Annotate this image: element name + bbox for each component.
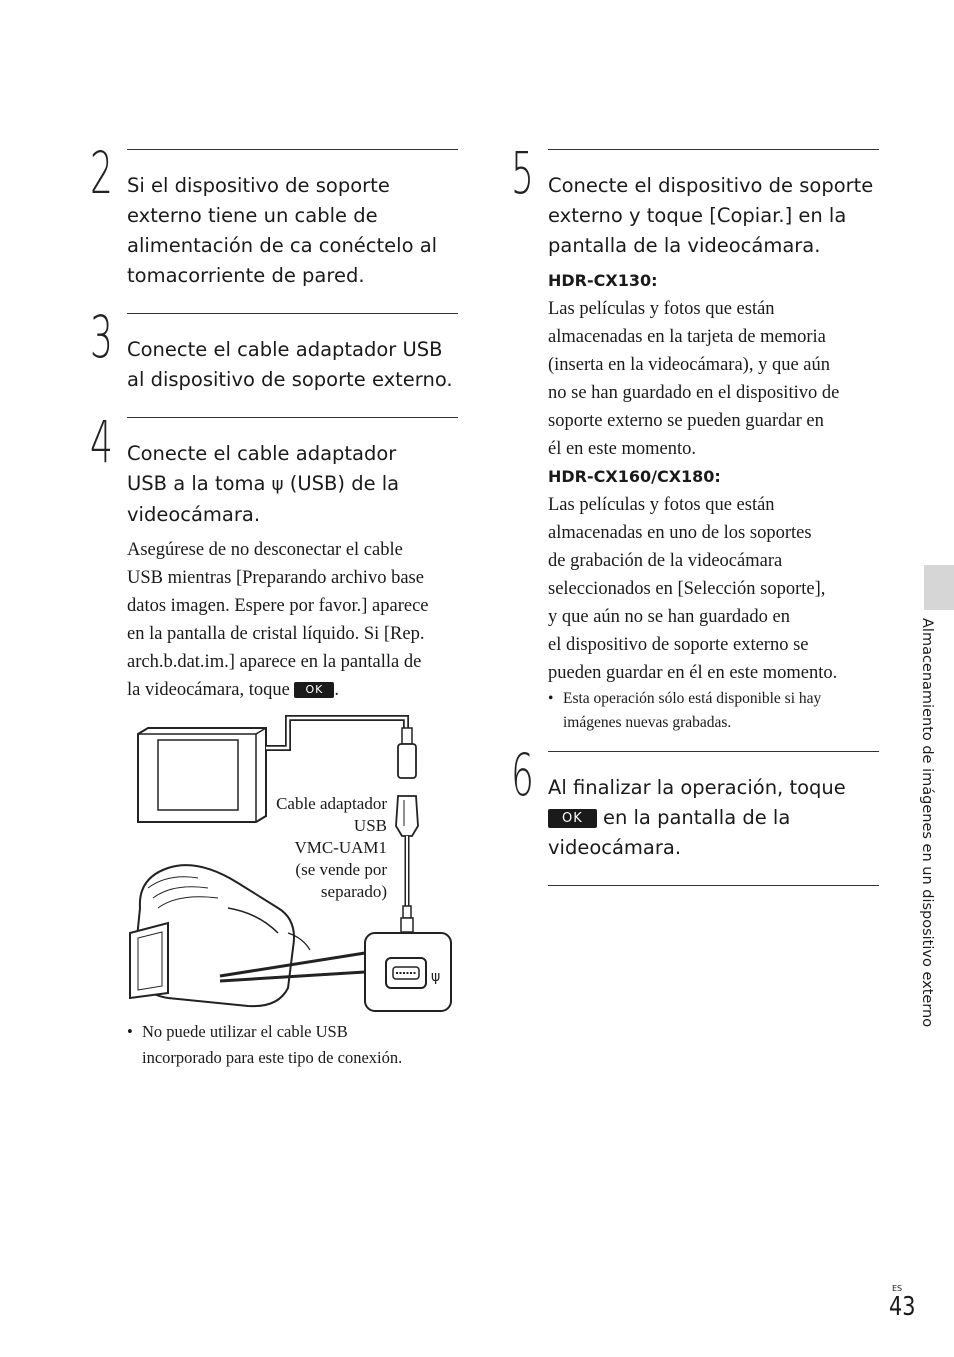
body-line: pueden guardar en él en este momento. bbox=[548, 663, 838, 683]
caption-line: USB bbox=[353, 816, 387, 835]
heading-line: Conecte el dispositivo de soporte bbox=[548, 174, 874, 197]
caption-line: separado) bbox=[320, 882, 387, 901]
heading-line: externo tiene un cable de bbox=[127, 204, 378, 227]
model-cx160-body bbox=[548, 491, 837, 687]
usb-icon: ψ bbox=[271, 474, 284, 495]
step-divider bbox=[127, 313, 458, 314]
usb-port-icon bbox=[365, 933, 451, 1011]
step-divider bbox=[127, 417, 458, 418]
body-line: arch.b.dat.im.] aparece en la pantalla de bbox=[127, 652, 422, 672]
page-number: 43 bbox=[889, 1292, 916, 1322]
step-4-note bbox=[127, 1019, 402, 1071]
note-line: imágenes nuevas grabadas. bbox=[563, 714, 732, 731]
step-number-3: 3 bbox=[90, 303, 113, 371]
body-line: Asegúrese de no desconectar el cable bbox=[127, 540, 403, 560]
svg-text:ψ: ψ bbox=[431, 969, 441, 985]
step-divider bbox=[127, 149, 458, 150]
step-4-body bbox=[127, 536, 429, 704]
heading-line: Si el dispositivo de soporte bbox=[127, 174, 390, 197]
heading-line: Conecte el cable adaptador bbox=[127, 442, 397, 465]
heading-line: alimentación de ca conéctelo al bbox=[127, 234, 438, 257]
step-divider bbox=[548, 751, 879, 752]
body-line: datos imagen. Espere por favor.] aparece bbox=[127, 596, 429, 616]
section-end-divider bbox=[548, 885, 879, 886]
step-5-heading bbox=[548, 171, 873, 261]
step-4-heading bbox=[127, 439, 399, 530]
model-cx130-body bbox=[548, 295, 839, 463]
body-line: el dispositivo de soporte externo se bbox=[548, 635, 809, 655]
step-number-4: 4 bbox=[90, 408, 113, 476]
heading-line: videocámara. bbox=[127, 503, 261, 526]
ok-button-icon: OK bbox=[294, 682, 334, 698]
body-line: la videocámara, toque OK . bbox=[127, 680, 339, 700]
step-5-note bbox=[548, 687, 821, 735]
note-line: • No puede utilizar el cable USB bbox=[127, 1022, 348, 1041]
body-line: (inserta en la videocámara), y que aún bbox=[548, 355, 830, 375]
model-label-cx160: HDR-CX160/CX180: bbox=[548, 467, 721, 486]
caption-line: Cable adaptador bbox=[276, 794, 387, 813]
body-line: almacenadas en la tarjeta de memoria bbox=[548, 327, 826, 347]
ok-button-icon: OK bbox=[548, 809, 597, 828]
body-line: él en este momento. bbox=[548, 439, 696, 459]
caption-line: VMC-UAM1 bbox=[294, 838, 387, 857]
caption-line: (se vende por bbox=[295, 860, 387, 879]
step-number-2: 2 bbox=[90, 139, 113, 207]
heading-line: USB a la toma ψ (USB) de la bbox=[127, 472, 400, 495]
cable-caption bbox=[222, 793, 387, 903]
language-code: ES bbox=[892, 1284, 903, 1293]
body-line: soporte externo se pueden guardar en bbox=[548, 411, 824, 431]
body-line: de grabación de la videocámara bbox=[548, 551, 783, 571]
heading-line: Conecte el cable adaptador USB bbox=[127, 338, 443, 361]
body-line: no se han guardado en el dispositivo de bbox=[548, 383, 840, 403]
body-line: almacenadas en uno de los soportes bbox=[548, 523, 812, 543]
body-line: y que aún no se han guardado en bbox=[548, 607, 790, 627]
step-2-heading bbox=[127, 171, 437, 291]
step-number-5: 5 bbox=[511, 139, 534, 207]
chapter-tab bbox=[924, 565, 954, 610]
note-line: • Esta operación sólo está disponible si hay bbox=[548, 690, 822, 707]
heading-line: pantalla de la videocámara. bbox=[548, 234, 821, 257]
step-6-heading bbox=[548, 773, 846, 863]
step-number-6: 6 bbox=[511, 741, 534, 809]
body-line: USB mientras [Preparando archivo base bbox=[127, 568, 424, 588]
body-line: Las películas y fotos que están bbox=[548, 495, 775, 515]
body-line: en la pantalla de cristal líquido. Si [Rep. bbox=[127, 624, 425, 644]
step-divider bbox=[548, 149, 879, 150]
heading-line: tomacorriente de pared. bbox=[127, 264, 365, 287]
heading-line: videocámara. bbox=[548, 836, 682, 859]
heading-line: OK en la pantalla de la bbox=[548, 803, 846, 833]
heading-line: al dispositivo de soporte externo. bbox=[127, 368, 453, 391]
model-label-cx130: HDR-CX130: bbox=[548, 271, 658, 290]
heading-line: Al finalizar la operación, toque bbox=[548, 776, 846, 799]
heading-line: externo y toque [Copiar.] en la bbox=[548, 204, 847, 227]
step-3-heading bbox=[127, 335, 453, 395]
usb-plug-icon bbox=[398, 728, 416, 778]
body-line: Las películas y fotos que están bbox=[548, 299, 775, 319]
chapter-title: Almacenamiento de imágenes en un dispositivo externo bbox=[919, 618, 935, 1028]
body-line: seleccionados en [Selección soporte], bbox=[548, 579, 826, 599]
note-line: incorporado para este tipo de conexión. bbox=[142, 1048, 403, 1067]
